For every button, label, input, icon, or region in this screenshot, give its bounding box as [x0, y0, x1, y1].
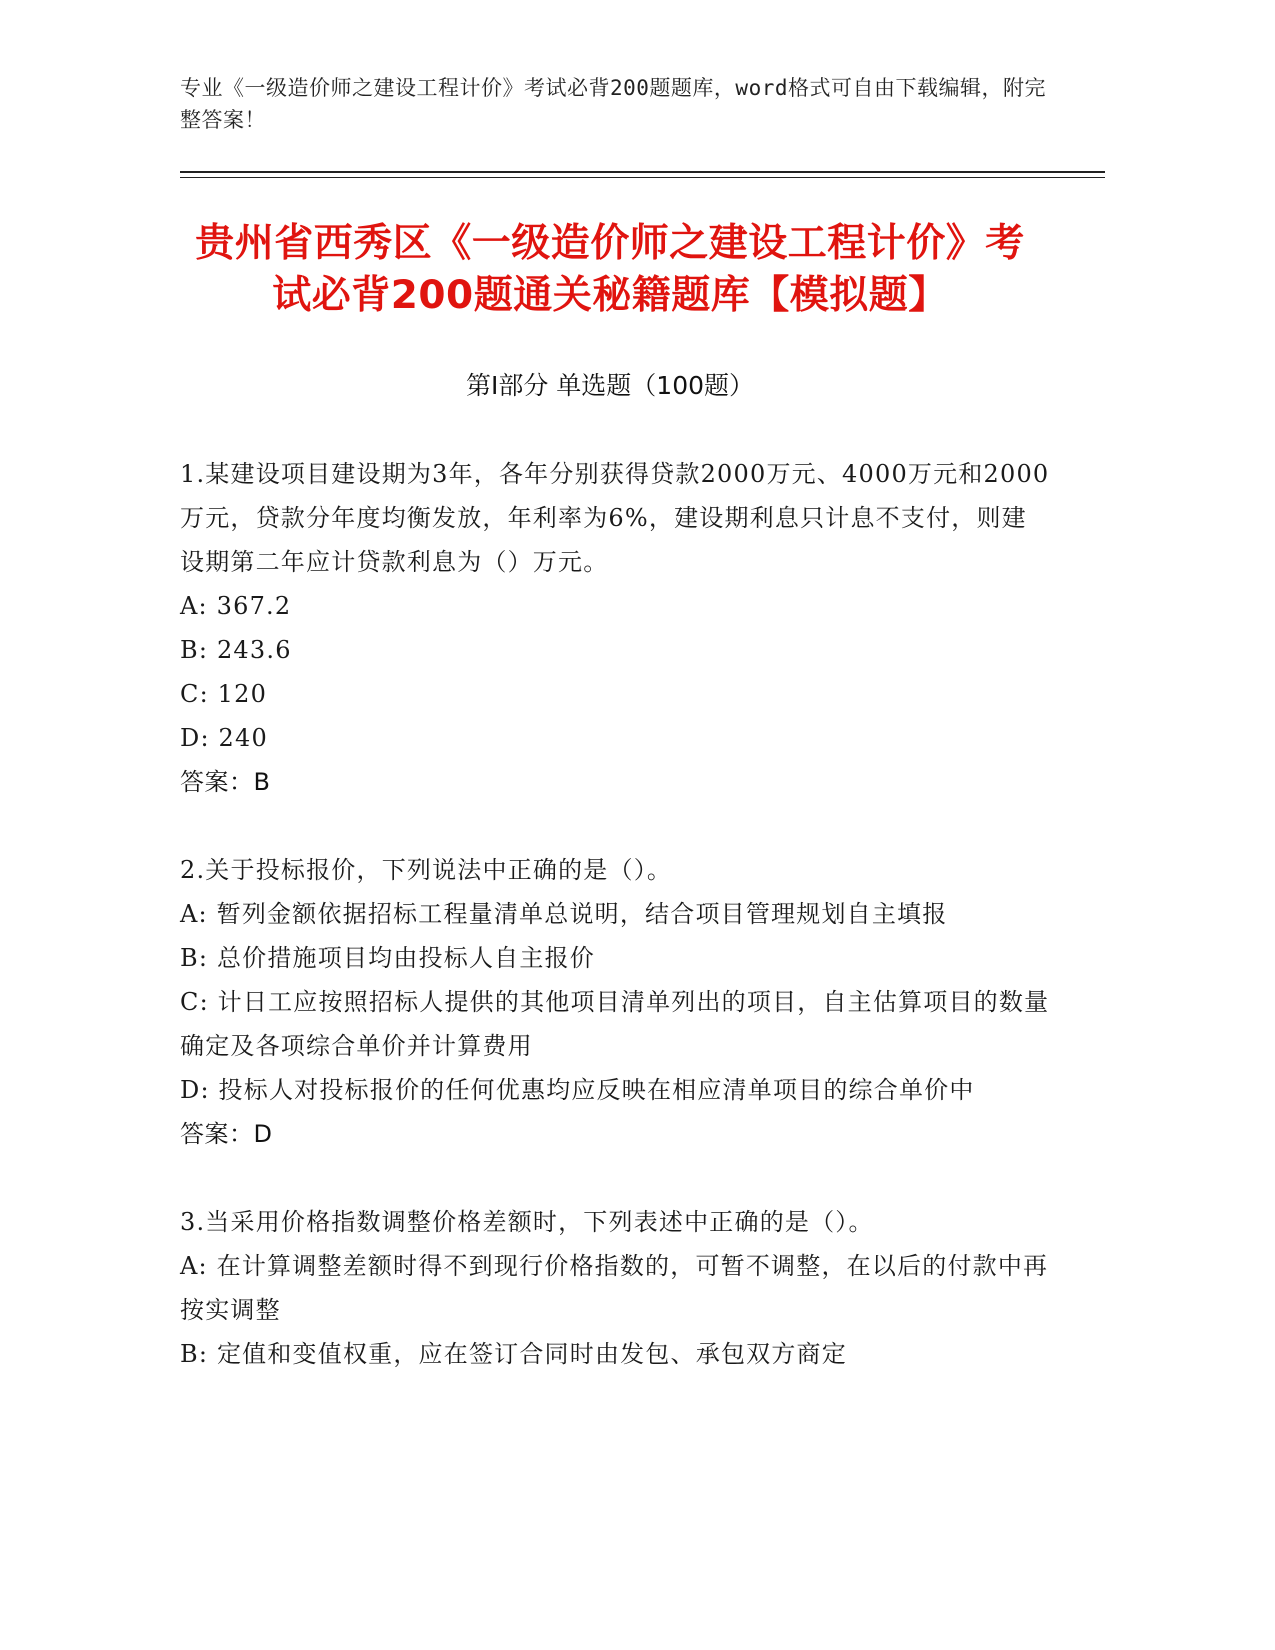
question-item: [180, 452, 1050, 804]
question-option: C: 120: [180, 680, 268, 708]
question-option: A: 暂列金额依据招标工程量清单总说明，结合项目管理规划自主填报: [180, 900, 948, 928]
section-heading: 第I部分 单选题（100题）: [465, 371, 755, 400]
question-item: [180, 848, 1050, 1156]
question-option: C: 计日工应按照招标人提供的其他项目清单列出的项目，自主估算项目的数量确定及各项综合单价并计算费用: [180, 988, 1050, 1060]
header-divider-thin: [180, 177, 1105, 178]
document-title: 贵州省西秀区《一级造价师之建设工程计价》考试必背200题通关秘籍题库【模拟题】: [195, 221, 1025, 318]
question-option: B: 定值和变值权重，应在签订合同时由发包、承包双方商定: [180, 1340, 847, 1368]
question-answer: 答案：D: [180, 1120, 273, 1148]
question-answer: 答案：B: [180, 768, 271, 796]
question-option: B: 总价措施项目均由投标人自主报价: [180, 944, 595, 972]
question-stem: 1.某建设项目建设期为3年，各年分别获得贷款2000万元、4000万元和2000万元，贷款分年度均衡发放，年利率为6%，建设期利息只计息不支付，则建设期第二年应计贷款利息为（）万元。: [180, 460, 1050, 576]
question-stem: 2.关于投标报价，下列说法中正确的是（）。: [180, 856, 673, 884]
question-option: D: 240: [180, 724, 268, 752]
header-divider-thick: [180, 171, 1105, 173]
question-list: [180, 452, 1050, 1420]
header-note: 专业《一级造价师之建设工程计价》考试必背200题题库，word格式可自由下载编辑，附完整答案！: [180, 76, 1046, 132]
question-option: A: 367.2: [180, 592, 292, 620]
question-stem: 3.当采用价格指数调整价格差额时，下列表述中正确的是（）。: [180, 1208, 874, 1236]
question-item: [180, 1200, 1050, 1376]
question-option: A: 在计算调整差额时得不到现行价格指数的，可暂不调整，在以后的付款中再按实调整: [180, 1252, 1049, 1324]
question-option: D: 投标人对投标报价的任何优惠均应反映在相应清单项目的综合单价中: [180, 1076, 975, 1104]
question-option: B: 243.6: [180, 636, 292, 664]
